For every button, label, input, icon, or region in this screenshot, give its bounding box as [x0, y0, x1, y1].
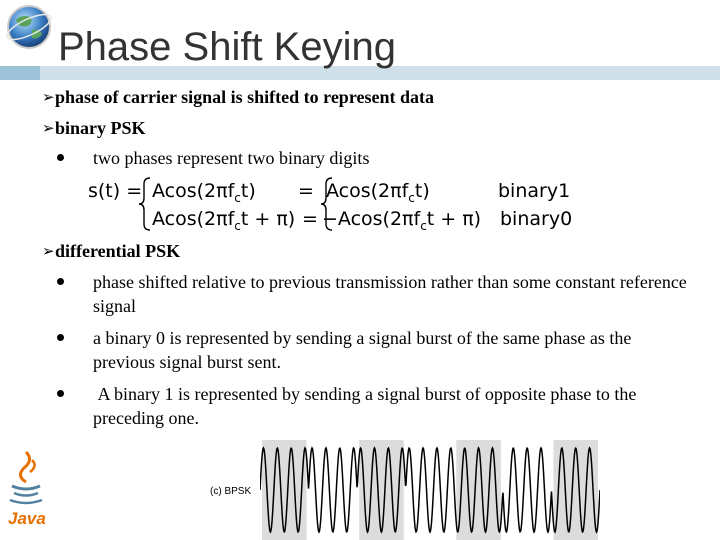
bullet-text: phase of carrier signal is shifted to represent data [55, 87, 434, 107]
formula-alt1: $Acos(2\pi f_ct)$ [326, 180, 430, 205]
arrow-bullet-icon: ➢ [42, 121, 55, 137]
formula-case1: $Acos(2\pi f_ct)$ [152, 180, 256, 205]
sub-bullet-two-phases: two phases represent two binary digits [93, 148, 370, 168]
formula-alt2: $-Acos(2\pi f_ct + \pi)$ [322, 208, 482, 233]
formula-label1: binary1 [498, 180, 571, 202]
java-logo-icon [4, 448, 48, 530]
bullet-text: differential PSK [55, 241, 181, 261]
arrow-bullet-icon: ➢ [42, 244, 55, 260]
formula-eq2: = [302, 208, 318, 230]
formula-lhs: s(t) = [88, 180, 143, 202]
svg-text:Java: Java [8, 509, 46, 528]
bullet-binary-psk [42, 117, 146, 139]
sub-bullet-binary-0: a binary 0 is represented by sending a signal burst of the same phase as the previous signal burst sent. [93, 328, 632, 372]
waveform-line [260, 448, 600, 532]
bullet-differential-psk [42, 240, 181, 262]
slide-title: Phase Shift Keying [58, 25, 396, 69]
bullet-phase-of-carrier [42, 86, 434, 108]
dot-bullet-icon [57, 278, 64, 285]
dot-bullet-icon [57, 154, 64, 161]
title-underline-accent [0, 66, 40, 80]
dot-bullet-icon [57, 334, 64, 341]
left-brace-icon [138, 176, 152, 232]
figure-caption: (c) BPSK [210, 486, 252, 497]
dot-bullet-icon [57, 390, 64, 397]
bpsk-formula [80, 172, 600, 242]
globe-logo-icon [4, 2, 54, 52]
sub-bullet-phase-shifted: phase shifted relative to previous transmission rather than some constant reference signal [93, 272, 687, 316]
bullet-text: binary PSK [55, 118, 146, 138]
formula-label2: binary0 [500, 208, 573, 230]
sub-bullet-binary-1: A binary 1 is represented by sending a signal burst of opposite phase to the preceding one. [93, 384, 641, 428]
bpsk-waveform [260, 440, 600, 540]
formula-eq1: = [298, 180, 314, 202]
formula-case2: $Acos(2\pi f_ct + \pi)$ [152, 208, 296, 233]
arrow-bullet-icon: ➢ [42, 90, 55, 106]
